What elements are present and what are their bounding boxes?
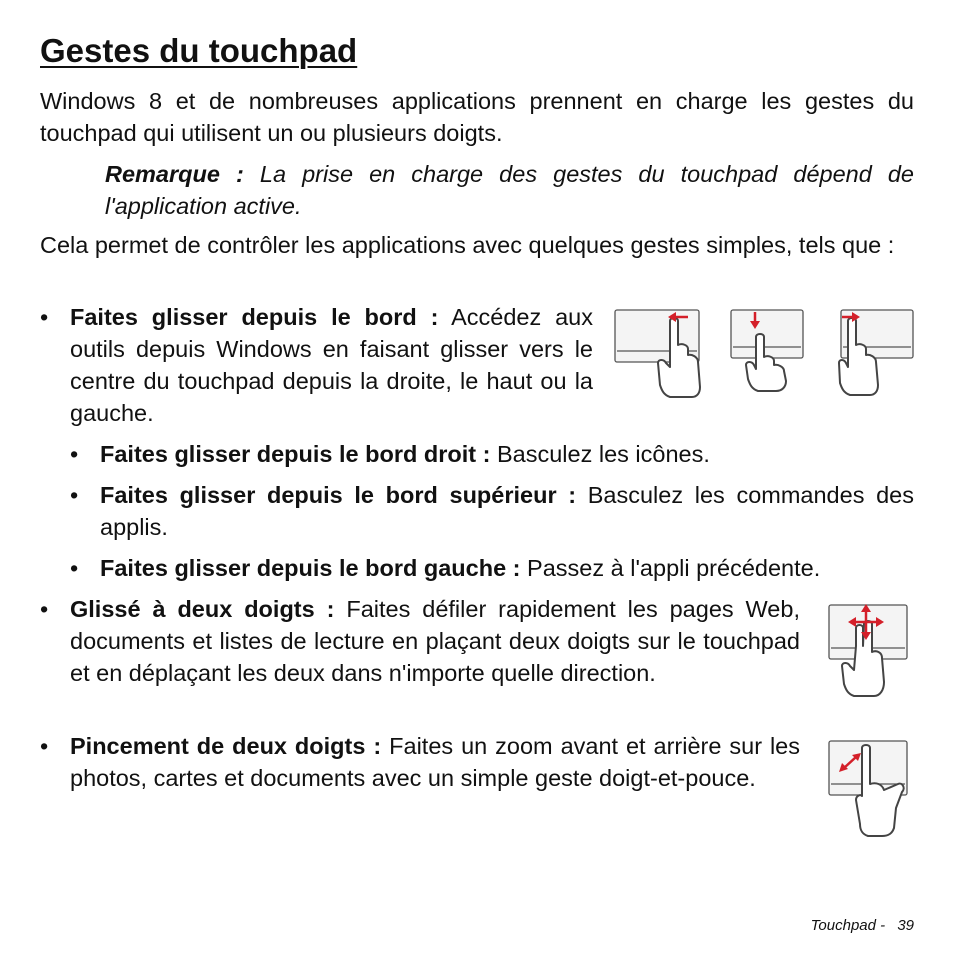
bullet-marker: • — [40, 304, 49, 330]
bullet-two-finger-slide — [70, 593, 800, 689]
bullet-text: Faites défiler rapidement les pages Web, documents et listes de lecture en plaçant deux doigts sur le touchpad et en déplaçant les deux dans n'importe quelle direction. — [70, 596, 800, 686]
sub-bullet-left-edge — [100, 552, 914, 584]
footer-section: Touchpad - — [810, 917, 886, 934]
bullet-marker: • — [40, 596, 49, 622]
swipe-top-edge-illustration — [728, 307, 820, 399]
bullet-title: Faites glisser depuis le bord : — [70, 304, 439, 330]
bullet-edge-swipe — [70, 301, 593, 429]
page-number: 39 — [897, 917, 914, 934]
sub-bullet-text: Basculez les icônes. — [490, 441, 710, 467]
two-finger-slide-illustration — [826, 602, 910, 702]
sub-bullet-marker: • — [70, 441, 79, 467]
sub-bullet-title: Faites glisser depuis le bord supérieur : — [100, 482, 577, 508]
bullet-marker: • — [40, 733, 49, 759]
bullet-title: Pincement de deux doigts : — [70, 733, 382, 759]
note-paragraph — [105, 158, 914, 222]
sub-bullet-text: Passez à l'appli précédente. — [520, 555, 821, 581]
sub-bullet-marker: • — [70, 555, 79, 581]
note-label: Remarque : — [105, 161, 244, 187]
bullet-two-finger-pinch — [70, 730, 800, 794]
swipe-right-edge-illustration — [612, 307, 704, 399]
intro-paragraph: Windows 8 et de nombreuses applications prennent en charge les gestes du touchpad qui utilisent un ou plusieurs doigts. — [40, 88, 914, 146]
touchpad-icon — [731, 310, 803, 358]
sub-bullet-right-edge — [100, 438, 914, 470]
sub-bullet-title: Faites glisser depuis le bord droit : — [100, 441, 491, 467]
sub-bullet-marker: • — [70, 482, 79, 508]
bullet-title: Glissé à deux doigts : — [70, 596, 335, 622]
bullet-text: Accédez aux outils depuis Windows en faisant glisser vers le centre du touchpad depuis la droite, le haut ou la gauche. — [70, 304, 593, 426]
sub-bullet-title: Faites glisser depuis le bord gauche : — [100, 555, 521, 581]
lead-paragraph: Cela permet de contrôler les applications avec quelques gestes simples, tels que : — [40, 232, 895, 258]
sub-bullet-text: Basculez les commandes des applis. — [100, 482, 914, 540]
sub-bullet-top-edge — [100, 479, 914, 543]
page-footer — [811, 917, 914, 934]
bullet-text: Faites un zoom avant et arrière sur les photos, cartes et documents avec un simple geste doigt-et-pouce. — [70, 733, 801, 791]
note-text: La prise en charge des gestes du touchpad dépend de l'application active. — [105, 161, 914, 219]
page-title: Gestes du touchpad — [40, 32, 358, 69]
swipe-left-edge-illustration — [838, 307, 930, 399]
two-finger-pinch-illustration — [826, 738, 910, 838]
